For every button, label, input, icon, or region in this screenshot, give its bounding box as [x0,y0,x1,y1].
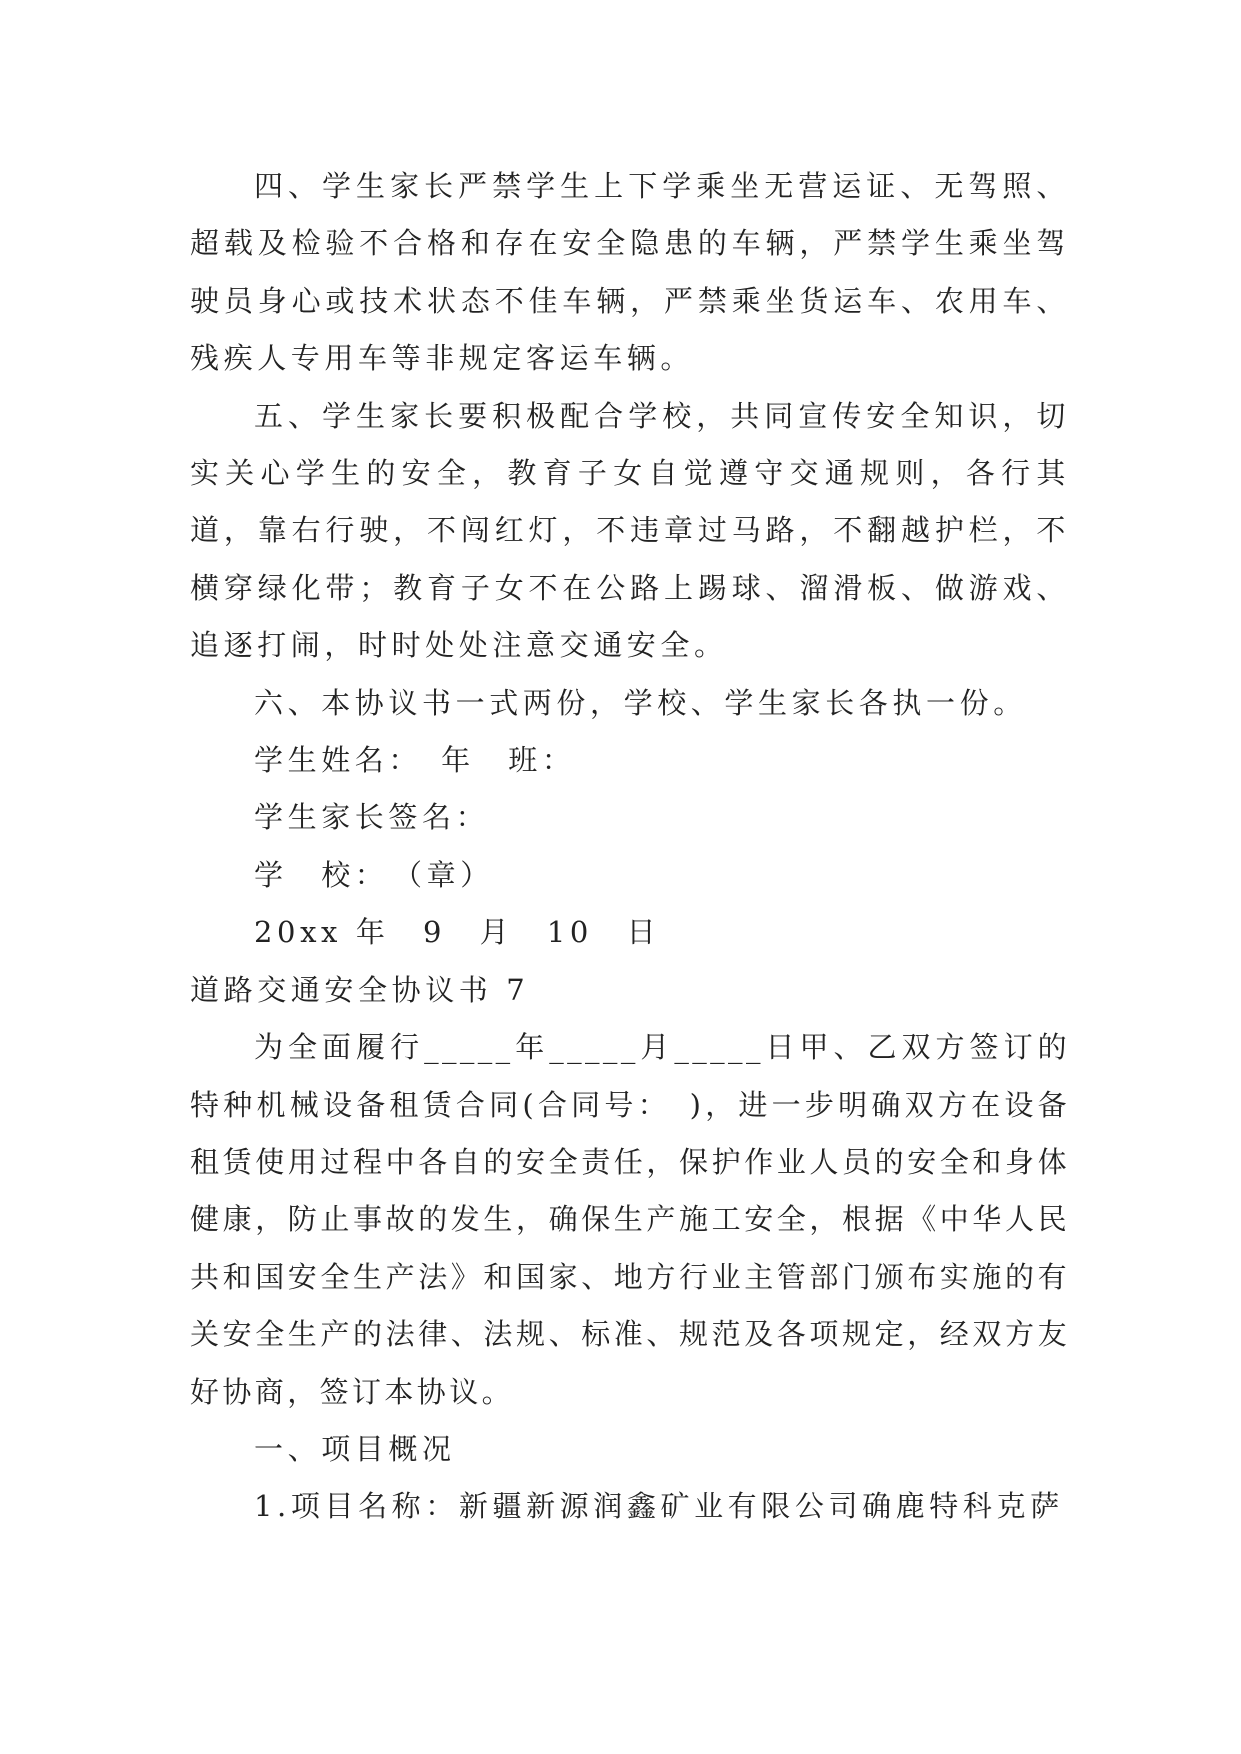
student-name-line: 学生姓名： 年 班： [254,743,576,778]
clause-five-paragraph: 五、学生家长要积极配合学校，共同宣传安全知识，切实关心学生的安全，教育子女自觉遵守交通规则，各行其道，靠右行驶，不闯红灯，不违章过马路，不翻越护栏，不横穿绿化带；教育子女不在公路上踢球、溜滑板、做游戏、追逐打闹，时时处处注意交通安全。 [190,398,1070,663]
clause-six-paragraph: 六、本协议书一式两份，学校、学生家长各执一份。 [254,685,1027,720]
agreement-title: 道路交通安全协议书 7 [190,972,530,1007]
document-body [190,158,1070,1536]
date-line: 20xx 年 9 月 10 日 [254,915,661,950]
parent-signature-line: 学生家长签名： [254,800,490,835]
school-seal-line: 学 校： （章） [254,857,494,892]
clause-four-paragraph: 四、学生家长严禁学生上下学乘坐无营运证、无驾照、超载及检验不合格和存在安全隐患的车辆，严禁学生乘坐驾驶员身心或技术状态不佳车辆，严禁乘坐货运车、农用车、残疾人专用车等非规定客运车辆。 [190,169,1070,376]
intro-paragraph: 为全面履行_____年_____月_____日甲、乙双方签订的特种机械设备租赁合同(合同号： )，进一步明确双方在设备租赁使用过程中各自的安全责任，保护作业人员的安全和身体健康，防止事故的发生，确保生产施工安全，根据《中华人民共和国安全生产法》和国家、地方行业主管部门颁布实施的有关安全生产的法律、法规、标准、规范及各项规定，经双方友好协商，签订本协议。 [190,1030,1070,1409]
section-one-heading: 一、项目概况 [254,1431,456,1466]
project-name-line: 1.项目名称：新疆新源润鑫矿业有限公司确鹿特科克萨 [254,1489,1064,1524]
